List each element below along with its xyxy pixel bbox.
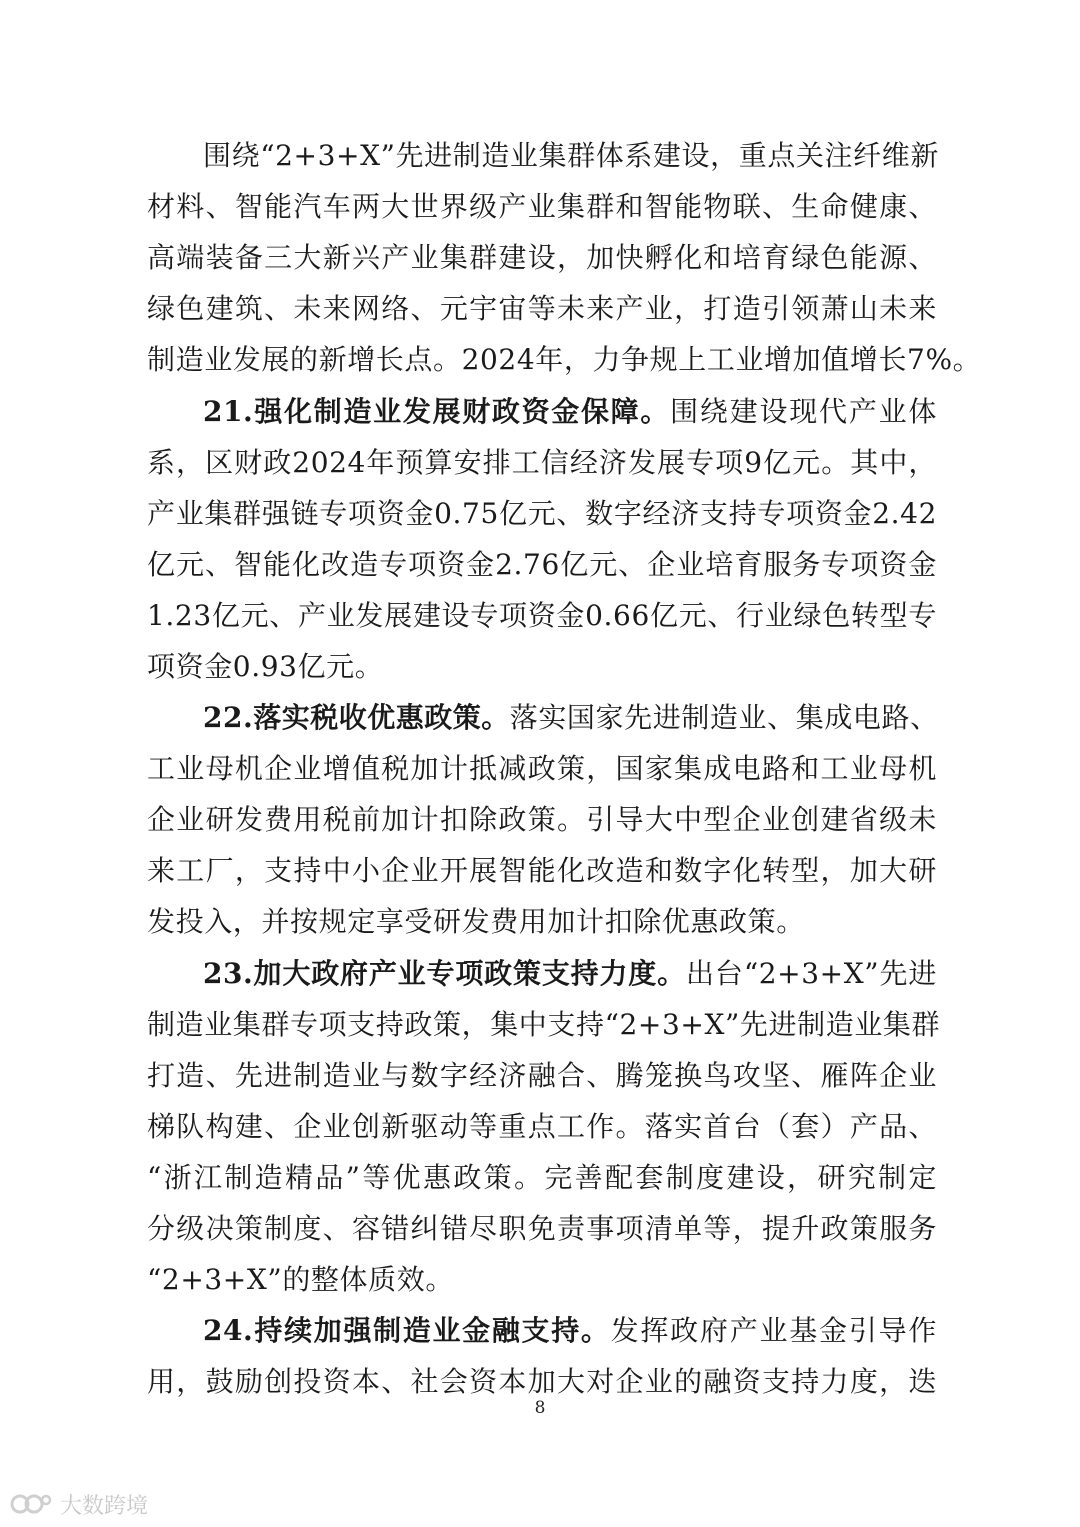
text-line: 高端装备三大新兴产业集群建设，加快孵化和培育绿色能源、	[147, 241, 937, 274]
section-heading-22: 22.落实税收优惠政策。	[203, 701, 510, 734]
text-line: 工业母机企业增值税加计抵减政策，国家集成电路和工业母机	[147, 752, 937, 785]
text-line: “浙江制造精品”等优惠政策。完善配套制度建设，研究制定	[147, 1161, 937, 1194]
text-run: 发挥政府产业基金引导作	[610, 1314, 937, 1347]
watermark-text: 大数跨境	[60, 1493, 149, 1519]
paragraph-first-line	[203, 954, 937, 994]
watermark	[10, 1488, 148, 1520]
text-line: 围绕“2+3+X”先进制造业集群体系建设，重点关注纤维新	[203, 139, 939, 172]
text-line: 梯队构建、企业创新驱动等重点工作。落实首台（套）产品、	[147, 1110, 937, 1143]
paragraph-first-line	[203, 698, 937, 738]
text-line: 来工厂，支持中小企业开展智能化改造和数字化转型，加大研	[147, 854, 937, 887]
text-line: 亿元、智能化改造专项资金2.76亿元、企业培育服务专项资金	[147, 548, 937, 581]
text-line: 打造、先进制造业与数字经济融合、腾笼换鸟攻坚、雁阵企业	[147, 1059, 937, 1092]
text-line: 分级决策制度、容错纠错尽职免责事项清单等，提升政策服务	[147, 1212, 937, 1245]
text-run: 落实国家先进制造业、集成电路、	[509, 701, 939, 734]
text-line: 系，区财政2024年预算安排工信经济发展专项9亿元。其中，	[147, 446, 937, 479]
text-line: 发投入，并按规定享受研发费用加计扣除优惠政策。	[147, 905, 805, 938]
text-line: 制造业发展的新增长点。2024年，力争规上工业增加值增长7%。	[147, 343, 982, 376]
text-line: 企业研发费用税前加计扣除政策。引导大中型企业创建省级未	[147, 803, 937, 836]
section-heading-23: 23.加大政府产业专项政策支持力度。	[203, 957, 686, 990]
text-line: 制造业集群专项支持政策，集中支持“2+3+X”先进制造业集群	[147, 1008, 941, 1041]
text-line: 绿色建筑、未来网络、元宇宙等未来产业，打造引领萧山未来	[147, 292, 937, 325]
text-line: 项资金0.93亿元。	[147, 650, 384, 683]
page-number: 8	[534, 1398, 546, 1418]
paragraph-first-line	[203, 392, 937, 432]
watermark-logo-icon	[10, 1491, 54, 1517]
text-line: 1.23亿元、产业发展建设专项资金0.66亿元、行业绿色转型专	[147, 599, 937, 632]
text-line: 用，鼓励创投资本、社会资本加大对企业的融资支持力度，迭	[147, 1365, 937, 1398]
text-line: 产业集群强链专项资金0.75亿元、数字经济支持专项资金2.42	[147, 497, 937, 530]
section-heading-21: 21.强化制造业发展财政资金保障。	[203, 395, 671, 428]
section-heading-24: 24.持续加强制造业金融支持。	[203, 1314, 611, 1347]
text-run: 出台“2+3+X”先进	[685, 957, 937, 990]
paragraph-first-line	[203, 1311, 937, 1351]
text-line: “2+3+X”的整体质效。	[147, 1263, 454, 1296]
text-line: 材料、智能汽车两大世界级产业集群和智能物联、生命健康、	[147, 190, 937, 223]
text-run: 围绕建设现代产业体	[670, 395, 938, 428]
